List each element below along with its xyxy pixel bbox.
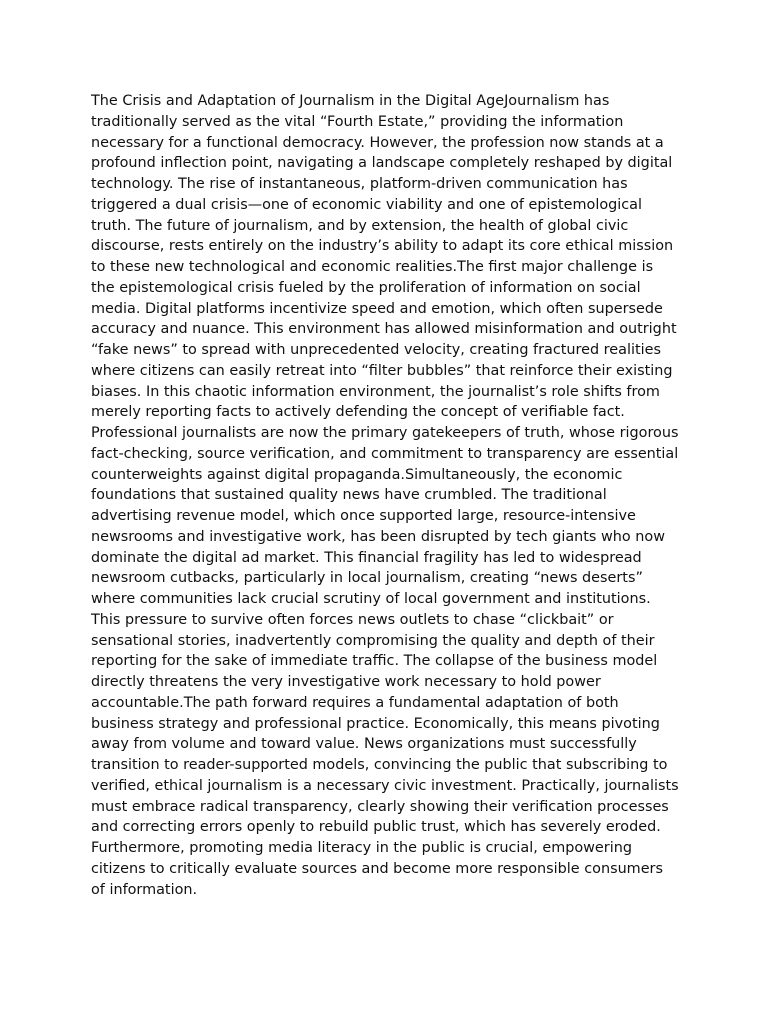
document-body-text: The Crisis and Adaptation of Journalism in the Digital AgeJournalism has traditionally served as the vital “Fourth Estate,” providing the information necessary for a functional democracy. However, the profession now stands at a profound inflection point, navigating a landscape completely reshaped by digital technology. The rise of instantaneous, platform-driven communication has triggered a dual crisis—one of economic viability and one of epistemological truth. The future of journalism, and by extension, the health of global civic discourse, rests entirely on the industry’s ability to adapt its core ethical mission to these new technological and economic realities.The first major challenge is the epistemological crisis fueled by the proliferation of information on social media. Digital platforms incentivize speed and emotion, which often supersede accuracy and nuance. This environment has allowed misinformation and outright “fake news” to spread with unprecedented velocity, creating fractured realities where citizens can easily retreat into “filter bubbles” that reinforce their existing biases. In this chaotic information environment, the journalist’s role shifts from merely reporting facts to actively defending the concept of verifiable fact. Professional journalists are now the primary gatekeepers of truth, whose rigorous fact-checking, source verification, and commitment to transparency are essential counterweights against digital propaganda.Simultaneously, the economic foundations that sustained quality news have crumbled. The traditional advertising revenue model, which once supported large, resource-intensive newsrooms and investigative work, has been disrupted by tech giants who now dominate the digital ad market. This financial fragility has led to widespread newsroom cutbacks, particularly in local journalism, creating “news deserts” where communities lack crucial scrutiny of local government and institutions. This pressure to survive often forces news outlets to chase “clickbait” or sensational stories, inadvertently compromising the quality and depth of their reporting for the sake of immediate traffic. The collapse of the business model directly threatens the very investigative work necessary to hold power accountable.The path forward requires a fundamental adaptation of both business strategy and professional practice. Economically, this means pivoting away from volume and toward value. News organizations must successfully transition to reader-supported models, convincing the public that subscribing to verified, ethical journalism is a necessary civic investment. Practically, journalists must embrace radical transparency, clearly showing their verification processes and correcting errors openly to rebuild public trust, which has severely eroded. Furthermore, promoting media literacy in the public is crucial, empowering citizens to critically evaluate sources and become more responsible consumers of information. — [91, 93, 679, 898]
